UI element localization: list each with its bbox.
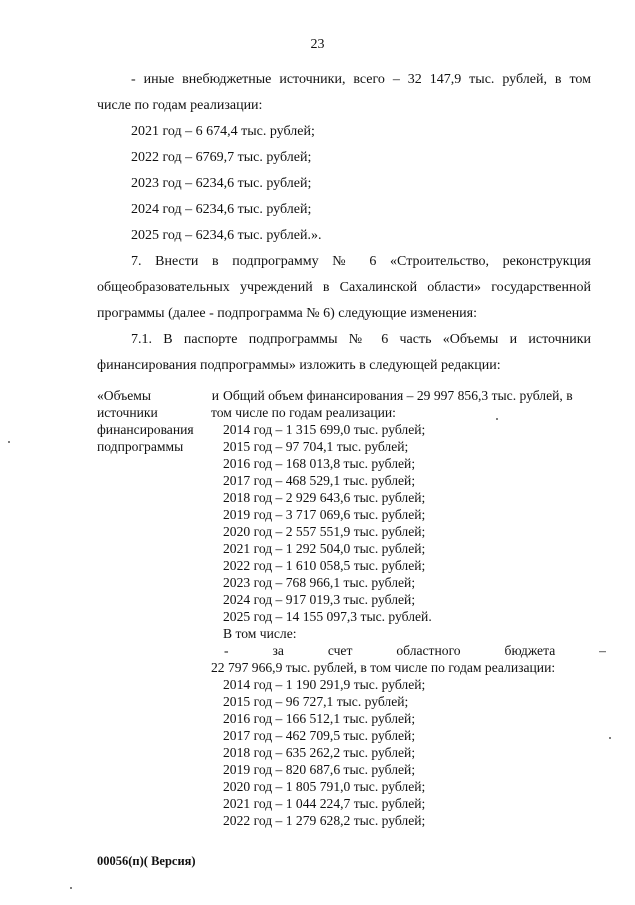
scan-speck	[609, 737, 611, 739]
word: за	[272, 643, 284, 658]
year-line: 2014 год – 1 315 699,0 тыс. рублей;	[223, 422, 426, 437]
regional-year-line: 2018 год – 635 262,2 тыс. рублей;	[223, 745, 416, 760]
label-word: «Объемы	[97, 388, 151, 403]
scan-speck	[8, 441, 10, 443]
year-line: 2024 год – 917 019,3 тыс. рублей;	[223, 592, 416, 607]
including-label: В том числе:	[223, 626, 297, 641]
regional-year-line: 2022 год – 1 279 628,2 тыс. рублей;	[223, 813, 426, 828]
word: -	[224, 643, 229, 658]
scan-speck	[70, 887, 72, 889]
total-financing-line: Общий объем финансирования – 29 997 856,3 тыс. рублей, в	[223, 388, 573, 403]
document-footer-code: 00056(п)( Версия)	[97, 854, 196, 868]
value-line: том числе по годам реализации:	[211, 405, 396, 420]
paragraph-line: программы (далее - подпрограмма № 6) следующие изменения:	[97, 306, 478, 321]
paragraph-line: финансирования подпрограммы» изложить в следующей редакции:	[97, 358, 501, 373]
paragraph-line: 2021 год – 6 674,4 тыс. рублей;	[131, 124, 315, 139]
paragraph-line: 2022 год – 6769,7 тыс. рублей;	[131, 150, 312, 165]
year-line: 2015 год – 97 704,1 тыс. рублей;	[223, 439, 409, 454]
paragraph-line: 7.1. В паспорте подпрограммы № 6 часть «Объемы и источники	[131, 332, 591, 347]
word: –	[599, 643, 606, 658]
regional-year-line: 2019 год – 820 687,6 тыс. рублей;	[223, 762, 416, 777]
regional-year-line: 2015 год – 96 727,1 тыс. рублей;	[223, 694, 409, 709]
label-word: и	[211, 388, 219, 403]
year-line: 2016 год – 168 013,8 тыс. рублей;	[223, 456, 416, 471]
scan-speck	[496, 418, 498, 420]
passport-value-cell	[211, 387, 608, 829]
paragraph-line: общеобразовательных учреждений в Сахалинской области» государственной	[97, 280, 591, 295]
word: счет	[327, 643, 353, 658]
year-line: 2018 год – 2 929 643,6 тыс. рублей;	[223, 490, 426, 505]
regional-total-line: 22 797 966,9 тыс. рублей, в том числе по годам реализации:	[211, 660, 556, 675]
page-number: 23	[310, 37, 325, 52]
regional-year-line: 2014 год – 1 190 291,9 тыс. рублей;	[223, 677, 426, 692]
passport-label-cell	[97, 387, 219, 455]
year-line: 2023 год – 768 966,1 тыс. рублей;	[223, 575, 416, 590]
paragraph-line: 2025 год – 6234,6 тыс. рублей.».	[131, 228, 322, 243]
paragraph-line: - иные внебюджетные источники, всего – 32 147,9 тыс. рублей, в том	[131, 72, 591, 87]
regional-year-line: 2017 год – 462 709,5 тыс. рублей;	[223, 728, 416, 743]
year-line: 2017 год – 468 529,1 тыс. рублей;	[223, 473, 416, 488]
word: бюджета	[504, 643, 556, 658]
year-line: 2021 год – 1 292 504,0 тыс. рублей;	[223, 541, 426, 556]
paragraph-line: 7. Внести в подпрограмму № 6 «Строительство, реконструкция	[131, 254, 591, 269]
year-line: 2022 год – 1 610 058,5 тыс. рублей;	[223, 558, 426, 573]
year-line: 2025 год – 14 155 097,3 тыс. рублей.	[223, 609, 432, 624]
year-line: 2019 год – 3 717 069,6 тыс. рублей;	[223, 507, 426, 522]
regional-year-line: 2021 год – 1 044 224,7 тыс. рублей;	[223, 796, 426, 811]
label-line: подпрограммы	[97, 439, 184, 454]
regional-budget-heading	[211, 642, 608, 659]
paragraph-line: 2024 год – 6234,6 тыс. рублей;	[131, 202, 312, 217]
label-line: источники	[97, 405, 158, 420]
year-line: 2020 год – 2 557 551,9 тыс. рублей;	[223, 524, 426, 539]
regional-year-line: 2020 год – 1 805 791,0 тыс. рублей;	[223, 779, 426, 794]
paragraph-line: числе по годам реализации:	[97, 98, 263, 113]
paragraph-line: 2023 год – 6234,6 тыс. рублей;	[131, 176, 312, 191]
label-line: финансирования	[97, 422, 194, 437]
regional-year-line: 2016 год – 166 512,1 тыс. рублей;	[223, 711, 416, 726]
word: областного	[396, 643, 461, 658]
